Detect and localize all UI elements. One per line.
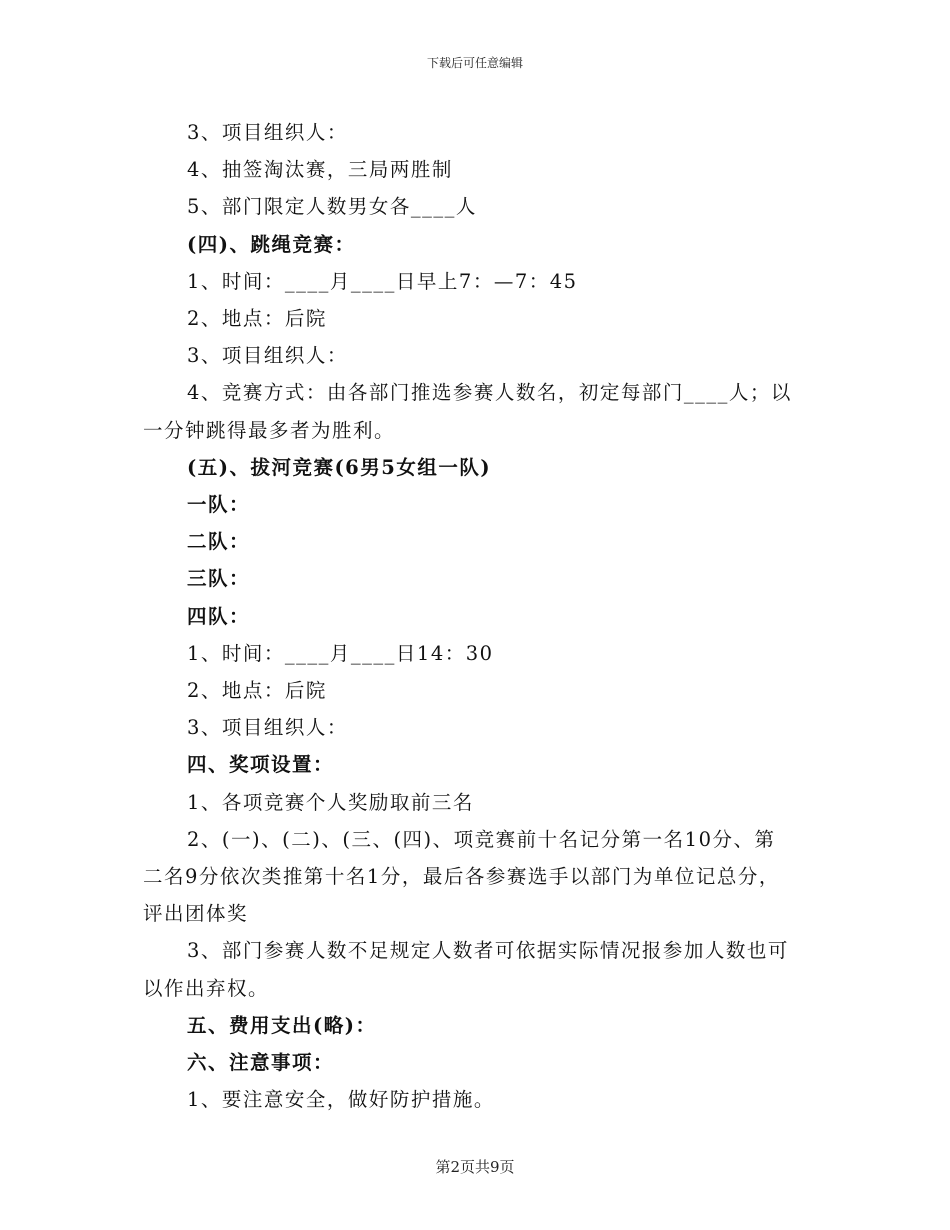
body-line: 1、要注意安全，做好防护措施。 — [187, 1088, 495, 1112]
section-heading: 六、注意事项： — [187, 1051, 335, 1075]
section-heading: 二队： — [187, 530, 251, 554]
section-heading: (四)、跳绳竞赛： — [187, 232, 356, 256]
body-line: 4、竞赛方式：由各部门推选参赛人数名，初定每部门____人；以 — [187, 381, 792, 405]
page-number-footer: 第2页共9页 — [435, 1158, 515, 1176]
body-line: 2、地点：后院 — [187, 679, 327, 703]
body-line: 1、时间：____月____日早上7：—7：45 — [187, 269, 578, 293]
section-heading: 一队： — [187, 493, 251, 517]
section-heading: 四、奖项设置： — [187, 753, 335, 777]
body-line: 二名9分依次类推第十名1分，最后各参赛选手以部门为单位记总分， — [143, 865, 780, 889]
body-line: 5、部门限定人数男女各____人 — [187, 195, 477, 219]
header-note: 下载后可任意编辑 — [426, 56, 523, 70]
section-heading: 五、费用支出(略)： — [187, 1013, 377, 1037]
body-line: 3、项目组织人： — [187, 716, 348, 740]
body-line: 3、项目组织人： — [187, 121, 348, 144]
body-line: 以作出弃权。 — [143, 976, 270, 1000]
section-heading: 三队： — [187, 567, 251, 591]
body-line: 一分钟跳得最多者为胜利。 — [143, 418, 396, 442]
document-body — [143, 114, 807, 1118]
section-heading: 四队： — [187, 604, 251, 628]
body-line: 评出团体奖 — [143, 902, 249, 926]
section-heading: (五)、拔河竞赛(6男5女组一队) — [187, 455, 492, 479]
body-line: 4、抽签淘汰赛，三局两胜制 — [187, 158, 453, 182]
body-line: 3、项目组织人： — [187, 344, 348, 368]
body-line: 2、地点：后院 — [187, 307, 327, 331]
body-line: 3、部门参赛人数不足规定人数者可依据实际情况报参加人数也可 — [187, 939, 789, 963]
body-line: 2、(一)、(二)、(三、(四)、项竞赛前十名记分第一名10分、第 — [187, 827, 776, 851]
body-line: 1、各项竞赛个人奖励取前三名 — [187, 790, 474, 814]
body-line: 1、时间：____月____日14：30 — [187, 641, 494, 665]
